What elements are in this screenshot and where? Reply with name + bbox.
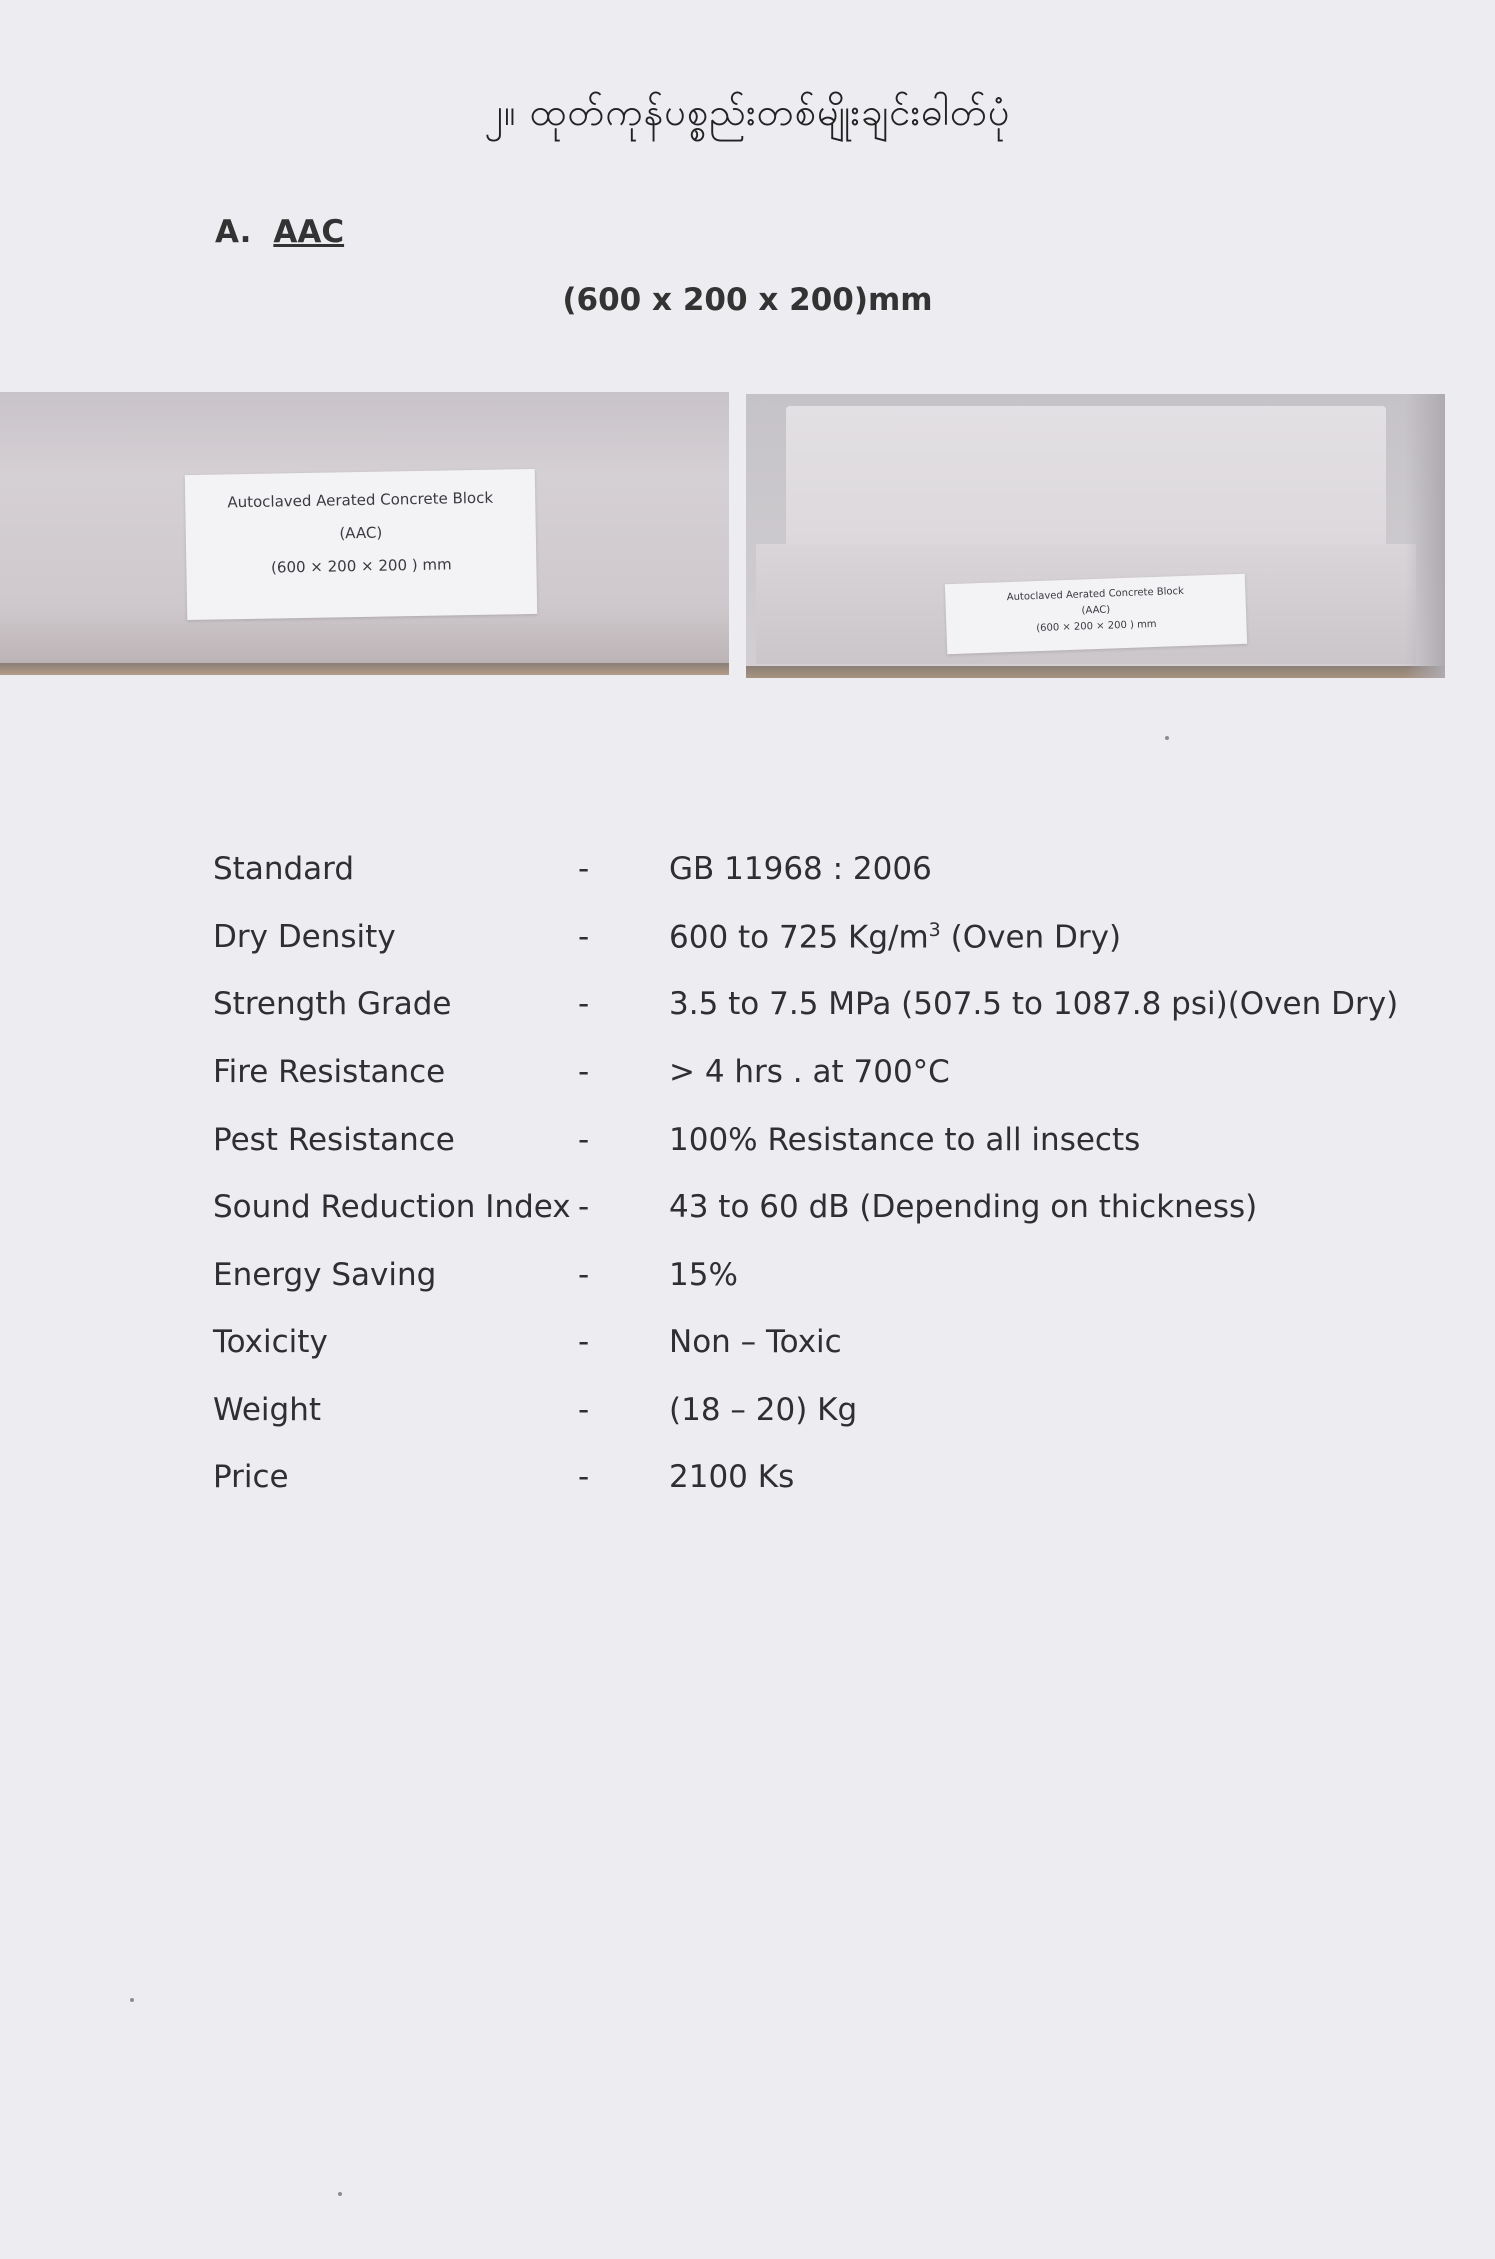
spec-value: 15% (669, 1257, 738, 1293)
block-top-face (786, 406, 1386, 546)
spec-dash: - (578, 1122, 590, 1158)
spec-row (0, 1257, 1495, 1307)
label-line-3: (600 × 200 × 200 ) mm (270, 555, 452, 577)
spec-row (0, 851, 1495, 901)
product-label-card (945, 574, 1247, 654)
section-name: AAC (273, 214, 345, 250)
spec-value (669, 919, 1121, 955)
spec-dash: - (578, 1392, 590, 1428)
scan-speck (130, 1998, 134, 2002)
label-line-2: (AAC) (339, 523, 383, 543)
label-line-1: Autoclaved Aerated Concrete Block (227, 488, 494, 512)
spec-label: Pest Resistance (213, 1122, 455, 1158)
label-line-1: Autoclaved Aerated Concrete Block (1006, 585, 1185, 604)
section-number: A. (215, 214, 252, 250)
spec-value: 2100 Ks (669, 1459, 795, 1495)
spec-row (0, 919, 1495, 969)
spec-dash: - (578, 1257, 590, 1293)
spec-label: Weight (213, 1392, 322, 1428)
product-label-card (185, 469, 537, 620)
scan-speck (1165, 736, 1169, 740)
spec-dash: - (578, 1459, 590, 1495)
spec-label: Dry Density (213, 919, 396, 955)
spec-value-exponent: 3 (928, 919, 941, 941)
spec-value: 43 to 60 dB (Depending on thickness) (669, 1189, 1258, 1225)
spec-row (0, 1054, 1495, 1104)
photo-block-angle (746, 394, 1445, 678)
spec-row (0, 986, 1495, 1036)
spec-row (0, 1324, 1495, 1374)
spec-dash: - (578, 851, 590, 887)
scan-speck (338, 2192, 342, 2196)
spec-label: Strength Grade (213, 986, 452, 1022)
spec-row (0, 1459, 1495, 1509)
spec-value: Non – Toxic (669, 1324, 842, 1360)
spec-value: GB 11968 : 2006 (669, 851, 932, 887)
spec-label: Energy Saving (213, 1257, 437, 1293)
spec-label: Sound Reduction Index (213, 1189, 571, 1225)
spec-dash: - (578, 1324, 590, 1360)
page-title: ၂။ ထုတ်ကုန်ပစ္စည်းတစ်မျိုးချင်းဓါတ်ပုံ (484, 90, 1011, 134)
side-shadow (1405, 394, 1445, 678)
spec-value: > 4 hrs . at 700°C (669, 1054, 950, 1090)
spec-label: Standard (213, 851, 355, 887)
spec-dash: - (578, 919, 590, 955)
spec-value: (18 – 20) Kg (669, 1392, 858, 1428)
spec-value-note: (Oven Dry) (940, 919, 1122, 956)
photo-block-front (0, 392, 729, 675)
spec-dash: - (578, 1054, 590, 1090)
spec-value: 3.5 to 7.5 MPa (507.5 to 1087.8 psi)(Oven Dry) (669, 986, 1399, 1022)
spec-label: Toxicity (213, 1324, 328, 1360)
section-heading (215, 214, 344, 250)
spec-value: 100% Resistance to all insects (669, 1122, 1141, 1158)
spec-value-main: 600 to 725 Kg/m (669, 919, 929, 956)
label-line-2: (AAC) (1081, 604, 1111, 617)
spec-label: Fire Resistance (213, 1054, 446, 1090)
floor-strip (746, 666, 1445, 678)
block-dimensions: (600 x 200 x 200)mm (562, 282, 933, 318)
spec-row (0, 1189, 1495, 1239)
spec-row (0, 1122, 1495, 1172)
spec-dash: - (578, 1189, 590, 1225)
spec-dash: - (578, 986, 590, 1022)
floor-strip (0, 663, 729, 675)
spec-row (0, 1392, 1495, 1442)
spec-label: Price (213, 1459, 289, 1495)
label-line-3: (600 × 200 × 200 ) mm (1036, 618, 1157, 635)
